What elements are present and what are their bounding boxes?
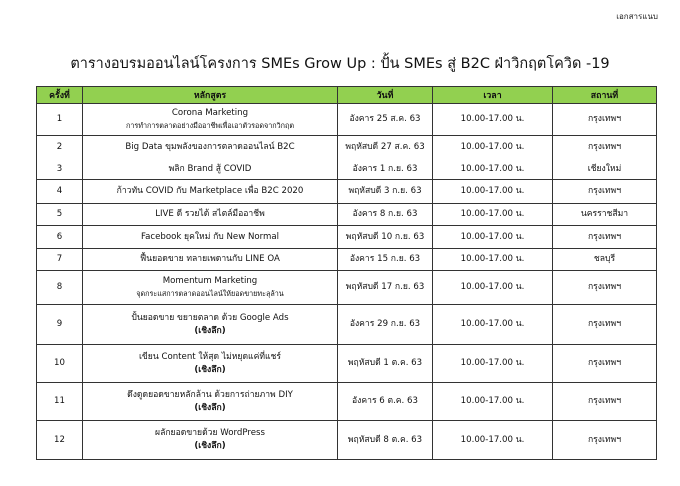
course-title: Big Data ขุมพลังของการตลาดออนไลน์ B2C [125,142,295,153]
cell-time [433,271,553,305]
course-level: (เชิงลึก) [194,441,226,451]
course-place: กรุงเทพฯ [587,231,622,242]
cell-date [338,136,433,160]
row-number: 8 [56,282,63,293]
course-time: 10.00-17.00 น. [460,186,525,197]
course-title: ฟื้นยอดขาย ทลายเพดานกับ LINE OA [140,254,280,265]
course-date: อังคาร 29 ก.ย. 63 [349,319,421,330]
cell-date [338,345,433,383]
course-place: กรุงเทพฯ [587,358,622,369]
cell-place [553,345,657,383]
cell-no [37,383,83,421]
course-place: กรุงเทพฯ [587,319,622,330]
column-header-place: สถานที่ [553,87,657,104]
cell-date [338,180,433,204]
cell-date [338,383,433,421]
cell-time [433,305,553,345]
cell-no [37,345,83,383]
course-date: พฤหัสบดี 8 ต.ค. 63 [347,434,423,445]
cell-no [37,271,83,305]
row-number: 10 [54,358,65,369]
course-title: LIVE ดี รวยได้ สไตล์มืออาชีพ [155,209,265,220]
cell-time [433,249,553,271]
table-row [37,421,657,460]
course-place: กรุงเทพฯ [587,282,622,293]
course-level: (เชิงลึก) [194,325,226,336]
course-date: อังคาร 8 ก.ย. 63 [352,209,418,220]
cell-time [433,421,553,460]
course-title: Facebook ยุคใหม่ กับ New Normal [140,231,280,242]
cell-place [553,226,657,249]
row-number: 12 [54,434,65,445]
cell-time [433,226,553,249]
row-number: 4 [56,186,63,197]
column-header-date: วันที่ [338,87,433,104]
cell-no [37,136,83,160]
course-title: ก้าวทัน COVID กับ Marketplace เพื่อ B2C 2020 [116,186,304,197]
cell-place [553,383,657,421]
cell-time [433,136,553,160]
course-title: Momentum Marketing [162,275,258,286]
course-time: 10.00-17.00 น. [460,282,525,293]
course-place: กรุงเทพฯ [587,434,622,445]
cell-course [83,160,338,180]
course-title: เขียน Content ให้สุด ไม่หยุดแค่ที่แชร์ [139,351,281,362]
course-date: พฤหัสบดี 17 ก.ย. 63 [345,282,425,293]
course-subtitle: จุดกระแสการตลาดออนไลน์ให้ยอดขายทะลุล้าน [136,288,284,298]
course-title: พลิก Brand สู้ COVID [168,163,252,174]
table-row [37,249,657,271]
cell-course [83,226,338,249]
cell-time [433,345,553,383]
cell-course [83,383,338,421]
cell-time [433,204,553,226]
course-time: 10.00-17.00 น. [460,142,525,153]
cell-course [83,345,338,383]
cell-place [553,421,657,460]
cell-course [83,421,338,460]
cell-no [37,226,83,249]
course-place: เชียงใหม่ [587,163,622,174]
cell-place [553,160,657,180]
cell-place [553,305,657,345]
course-title: Corona Marketing [171,107,249,118]
course-time: 10.00-17.00 น. [460,358,525,369]
table-row [37,160,657,180]
cell-course [83,249,338,271]
course-time: 10.00-17.00 น. [460,114,525,125]
course-place: กรุงเทพฯ [587,186,622,197]
row-number: 6 [56,231,63,242]
cell-time [433,104,553,136]
course-time: 10.00-17.00 น. [460,163,525,174]
cell-course [83,204,338,226]
course-subtitle: การทำการตลาดอย่างมืออาชีพเพื่อเอาตัวรอดจากวิกฤต [125,120,295,130]
schedule-table [36,86,657,460]
course-date: อังคาร 15 ก.ย. 63 [349,254,421,265]
course-place: ชลบุรี [593,254,616,265]
cell-no [37,204,83,226]
cell-place [553,136,657,160]
row-number: 3 [56,163,63,174]
course-date: อังคาร 1 ก.ย. 63 [352,163,418,174]
course-date: พฤหัสบดี 1 ต.ค. 63 [347,358,423,369]
attachment-label: เอกสารแนบ [616,12,658,21]
table-row [37,305,657,345]
cell-course [83,271,338,305]
cell-date [338,204,433,226]
row-number: 11 [54,396,65,407]
cell-no [37,305,83,345]
table-row [37,180,657,204]
course-place: กรุงเทพฯ [587,396,622,407]
course-place: กรุงเทพฯ [587,114,622,125]
cell-place [553,271,657,305]
course-date: อังคาร 25 ส.ค. 63 [349,114,421,125]
course-time: 10.00-17.00 น. [460,209,525,220]
course-time: 10.00-17.00 น. [460,396,525,407]
cell-place [553,249,657,271]
course-time: 10.00-17.00 น. [460,434,525,445]
cell-date [338,305,433,345]
column-header-course: หลักสูตร [83,87,338,104]
table-row [37,271,657,305]
cell-course [83,180,338,204]
course-date: พฤหัสบดี 27 ส.ค. 63 [345,142,425,153]
course-level: (เชิงลึก) [194,402,226,413]
table-header-row [37,87,657,104]
row-number: 1 [56,114,63,125]
cell-place [553,204,657,226]
course-title: ดึงดูดยอดขายหลักล้าน ด้วยการถ่ายภาพ DIY [127,389,293,400]
cell-time [433,383,553,421]
table-row [37,345,657,383]
column-header-time: เวลา [433,87,553,104]
course-time: 10.00-17.00 น. [460,254,525,265]
course-level: (เชิงลึก) [194,364,226,375]
cell-no [37,160,83,180]
course-date: พฤหัสบดี 10 ก.ย. 63 [345,231,425,242]
cell-no [37,104,83,136]
cell-place [553,180,657,204]
table-row [37,136,657,160]
cell-course [83,136,338,160]
table-row [37,226,657,249]
course-title: ผลักยอดขายด้วย WordPress [155,428,265,439]
cell-time [433,160,553,180]
cell-date [338,271,433,305]
course-time: 10.00-17.00 น. [460,231,525,242]
cell-course [83,104,338,136]
cell-date [338,226,433,249]
cell-date [338,104,433,136]
course-title: ปั้นยอดขาย ขยายตลาด ด้วย Google Ads [131,312,289,323]
cell-date [338,160,433,180]
cell-date [338,249,433,271]
cell-course [83,305,338,345]
row-number: 9 [56,319,63,330]
cell-no [37,421,83,460]
course-place: กรุงเทพฯ [587,142,622,153]
course-date: พฤหัสบดี 3 ก.ย. 63 [348,186,422,197]
row-number: 5 [56,209,63,220]
page-title: ตารางอบรมออนไลน์โครงการ SMEs Grow Up : ปั้น SMEs สู่ B2C ฝ่าวิกฤตโควิด -19 [70,56,610,72]
cell-no [37,180,83,204]
table-row [37,383,657,421]
cell-time [433,180,553,204]
table-row [37,204,657,226]
course-date: อังคาร 6 ต.ค. 63 [352,396,418,407]
cell-no [37,249,83,271]
table-row [37,104,657,136]
course-place: นครราชสีมา [580,209,629,220]
course-time: 10.00-17.00 น. [460,319,525,330]
cell-date [338,421,433,460]
row-number: 7 [56,254,63,265]
cell-place [553,104,657,136]
row-number: 2 [56,142,63,153]
column-header-no: ครั้งที่ [37,87,83,104]
